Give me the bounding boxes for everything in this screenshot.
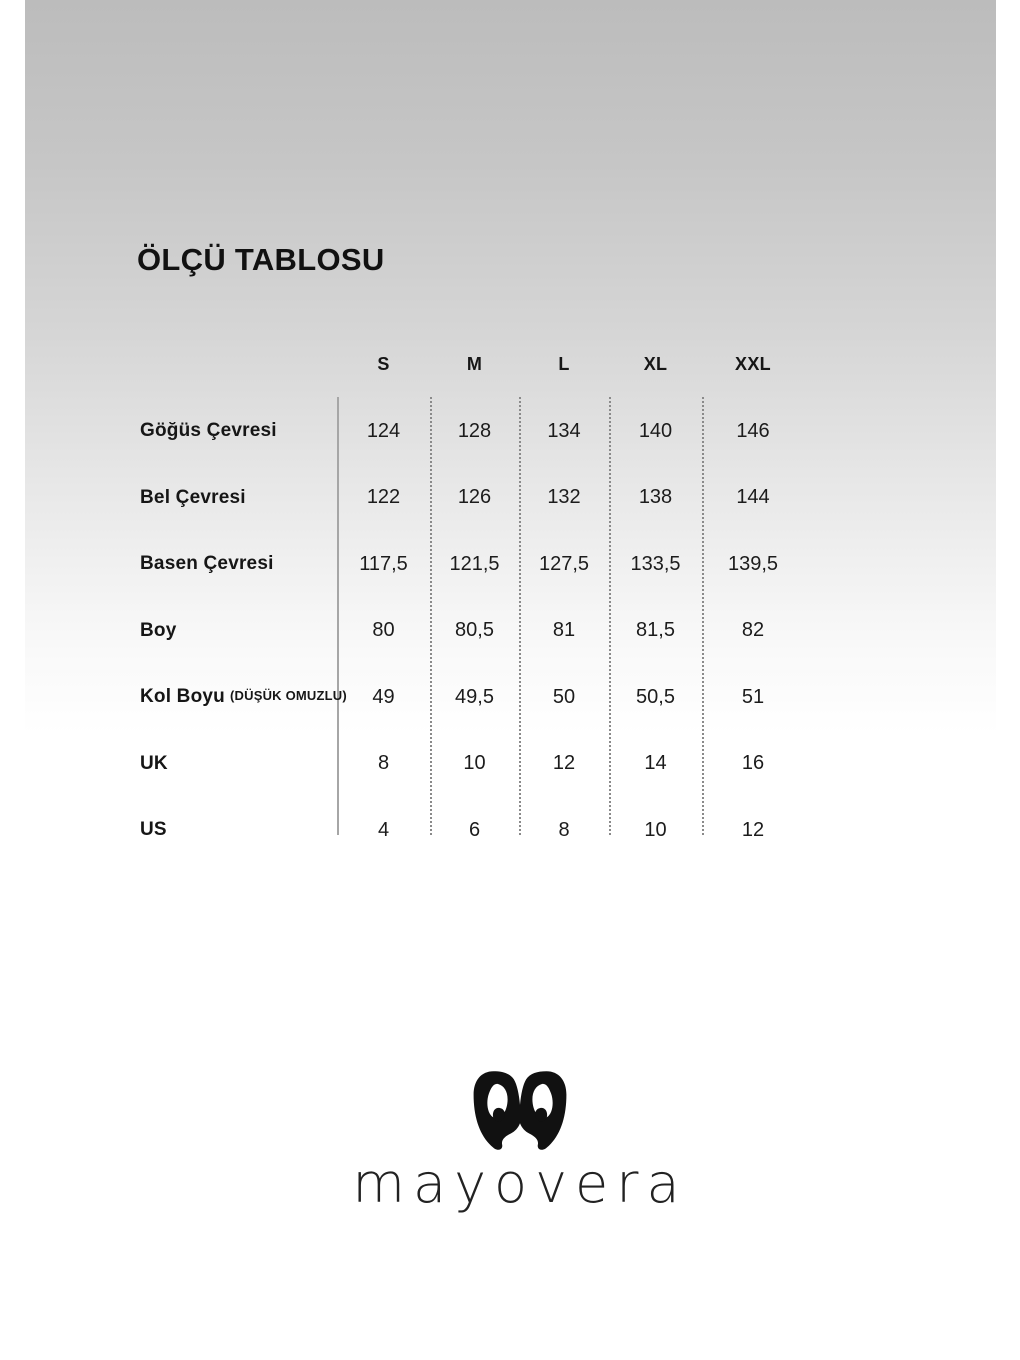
table-cell: 134 — [547, 419, 581, 442]
page-title: ÖLÇÜ TABLOSU — [137, 242, 385, 277]
table-cell: 12 — [552, 752, 576, 775]
table-cell: 127,5 — [538, 552, 590, 575]
table-cell: 14 — [644, 752, 667, 775]
row-label-length: Boy — [140, 619, 177, 641]
butterfly-m-logo-icon — [469, 1068, 571, 1154]
table-cell: 144 — [736, 486, 770, 509]
table-cell: 50 — [552, 685, 576, 708]
size-header-m: M — [466, 353, 483, 374]
size-table — [140, 330, 804, 864]
table-cell: 117,5 — [359, 552, 408, 575]
table-cell: 80,5 — [455, 619, 494, 642]
row-label-sleeve-text: Kol Boyu — [140, 686, 225, 708]
table-cell: 146 — [736, 419, 770, 442]
table-cell: 4 — [377, 818, 390, 841]
size-header-xl: XL — [643, 353, 668, 374]
size-header-s: S — [377, 353, 390, 374]
table-cell: 16 — [741, 752, 765, 775]
row-label-waist: Bel Çevresi — [140, 486, 246, 508]
size-header-xxl: XXL — [735, 353, 771, 374]
table-cell: 49 — [372, 685, 395, 708]
size-header-l: L — [558, 353, 570, 374]
table-cell: 10 — [463, 752, 486, 775]
table-cell: 132 — [547, 486, 581, 509]
table-cell: 8 — [558, 818, 570, 841]
table-cell: 128 — [457, 419, 492, 442]
row-label-sleeve — [140, 664, 347, 731]
table-cell: 139,5 — [727, 552, 779, 575]
table-cell: 51 — [741, 685, 765, 708]
table-cell: 6 — [468, 818, 481, 841]
table-cell: 138 — [638, 486, 673, 509]
table-cell: 122 — [366, 486, 401, 509]
table-cell: 133,5 — [630, 552, 681, 575]
table-cell: 8 — [377, 752, 390, 775]
brand-wordmark: mayovera — [352, 1152, 688, 1215]
row-label-hip: Basen Çevresi — [140, 553, 274, 575]
table-cell: 140 — [638, 419, 673, 442]
table-cell: 82 — [741, 619, 765, 642]
table-cell: 121,5 — [449, 552, 500, 575]
row-label-chest: Göğüs Çevresi — [140, 420, 277, 442]
table-cell: 126 — [457, 486, 492, 509]
table-corner-cell — [140, 330, 337, 398]
row-label-uk: UK — [140, 752, 168, 774]
table-cell: 80 — [372, 619, 395, 642]
table-cell: 81,5 — [636, 619, 675, 642]
table-cell: 10 — [644, 818, 667, 841]
table-cell: 50,5 — [636, 685, 675, 708]
table-cell: 124 — [366, 419, 401, 442]
table-cell: 49,5 — [455, 685, 494, 708]
table-cell: 81 — [552, 619, 576, 642]
row-label-sleeve-note: (DÜŞÜK OMUZLU) — [230, 687, 347, 703]
row-label-us: US — [140, 819, 167, 841]
table-cell: 12 — [741, 818, 765, 841]
